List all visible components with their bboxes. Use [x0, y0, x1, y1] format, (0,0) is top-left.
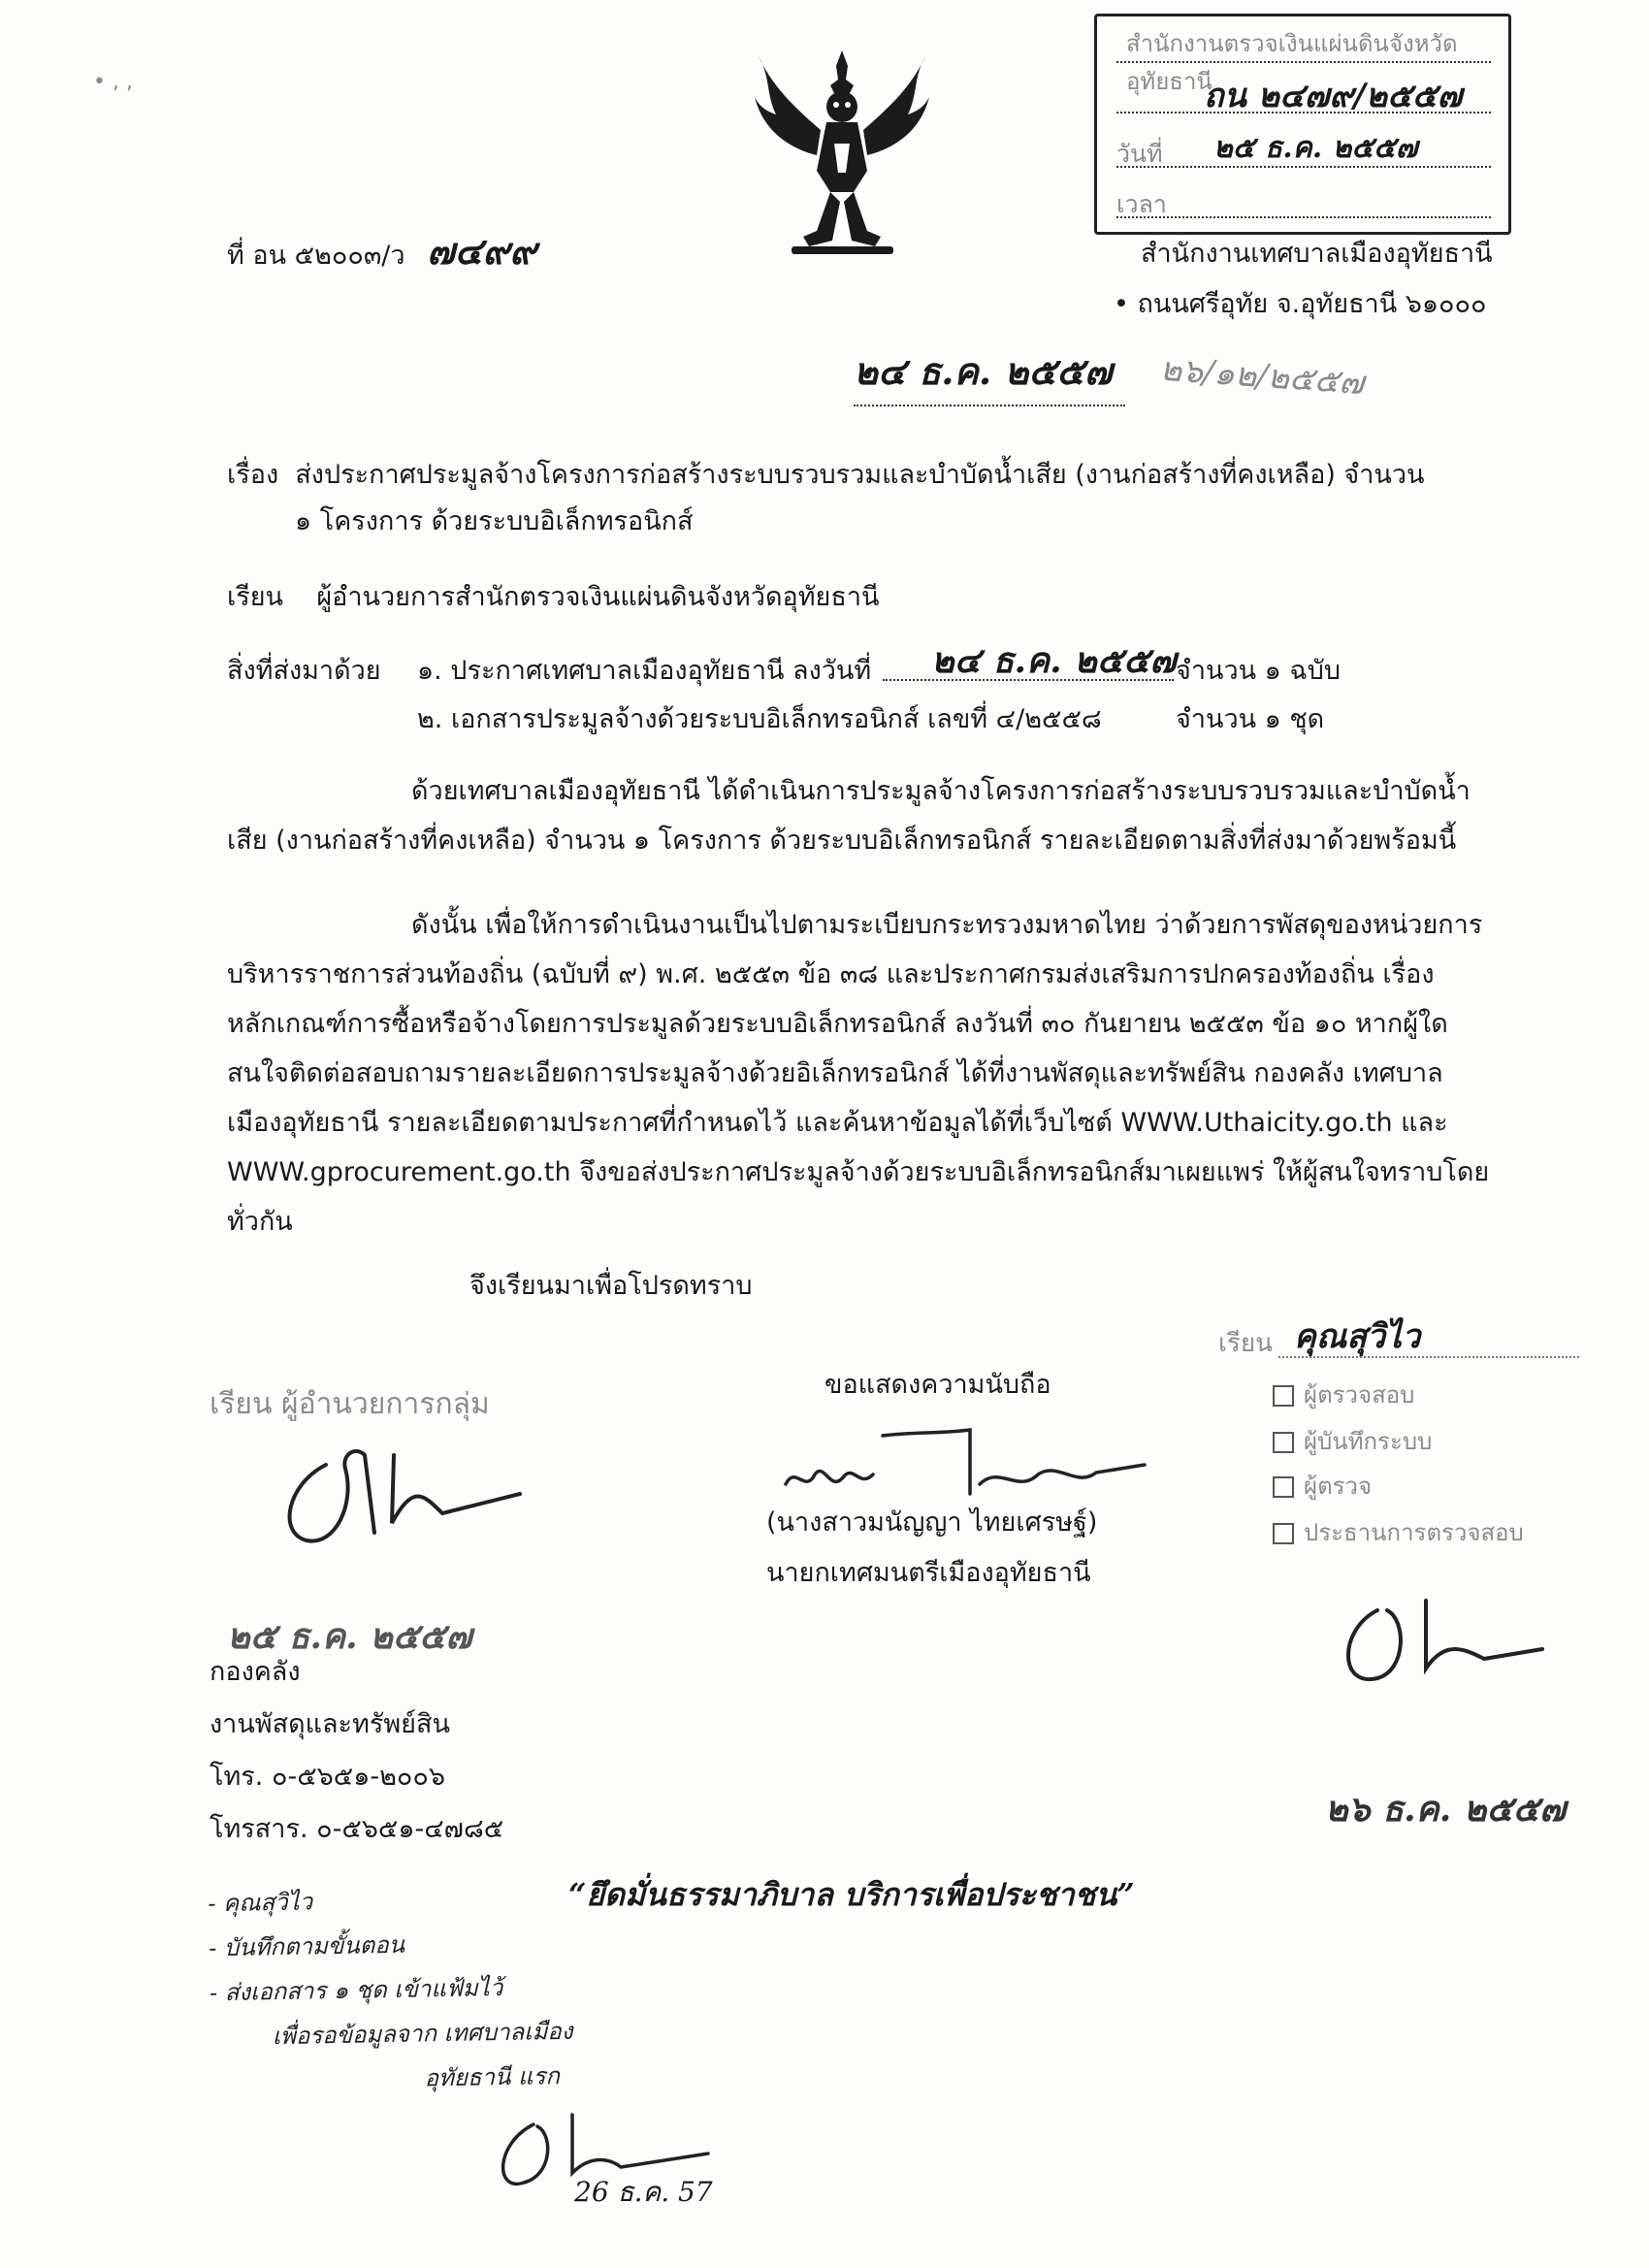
right-block-item-3: ผู้ตรวจ — [1273, 1473, 1372, 1501]
signer-signature-icon — [776, 1426, 1164, 1513]
doc-number — [227, 229, 536, 274]
paragraph-2-line-2: บริหารราชการส่วนท้องถิ่น (ฉบับที่ ๙) พ.ศ. ๒๕๕๓ ข้อ ๓๘ และประกาศกรมส่งเสริมการปกครองท้องถิ่น เรื่อง — [227, 959, 1435, 989]
left-handwritten-date: ๒๕ ธ.ค. ๒๕๕๗ — [227, 1616, 472, 1657]
bottom-handwritten-date: 26 ธ.ค. 57 — [574, 2176, 713, 2208]
regards: ขอแสดงความนับถือ — [824, 1370, 1051, 1400]
margin-handwritten-date: ๒๖/๑๒/๒๕๕๗ — [1158, 349, 1366, 404]
enclosure-label: สิ่งที่ส่งมาด้วย — [227, 656, 381, 686]
hand-note: อุทัยธานี แรก — [424, 2061, 561, 2092]
right-handwritten-date: ๒๖ ธ.ค. ๒๕๕๗ — [1325, 1789, 1567, 1830]
right-block-item-2: ผู้บันทึกระบบ — [1273, 1428, 1432, 1456]
stamp-org: สำนักงานตรวจเงินแผ่นดินจังหวัดอุทัยธานี — [1126, 30, 1458, 95]
contact-dept: กองคลัง — [210, 1657, 301, 1687]
motto: “ยึดมั่นธรรมาภิบาล บริการเพื่อประชาชน” — [568, 1876, 1135, 1913]
corner-marks: • , , — [93, 70, 133, 94]
paragraph-2-line-3: หลักเกณฑ์การซื้อหรือจ้างโดยการประมูลด้วยระบบอิเล็กทรอนิกส์ ลงวันที่ ๓๐ กันยายน ๒๕๕๓ ข้อ ๑๐ หากผู้ใด — [227, 1009, 1448, 1039]
addressee-value: ผู้อำนวยการสำนักตรวจเงินแผ่นดินจังหวัดอุทัยธานี — [316, 582, 880, 612]
office-address: • ถนนศรีอุทัย จ.อุทัยธานี ๖๑๐๐๐ — [1114, 289, 1487, 319]
paragraph-2-line-6: WWW.gprocurement.go.th จึงขอส่งประกาศประมูลจ้างด้วยระบบอิเล็กทรอนิกส์มาเผยแพร่ ให้ผู้สนใจทราบโดย — [227, 1157, 1490, 1187]
contact-unit: งานพัสดุและทรัพย์สิน — [210, 1709, 450, 1739]
closing: จึงเรียนมาเพื่อโปรดทราบ — [469, 1271, 753, 1301]
subject-line-1 — [227, 460, 1425, 491]
subject-text-1: ส่งประกาศประมูลจ้างโครงการก่อสร้างระบบรวบรวมและบำบัดน้ำเสีย (งานก่อสร้างที่คงเหลือ) จำนวน — [295, 460, 1425, 490]
enclosure-1-date: ๒๔ ธ.ค. ๒๕๕๗ — [931, 640, 1177, 681]
signer-title: นายกเทศมนตรีเมืองอุทัยธานี — [766, 1558, 1091, 1588]
left-signature-icon — [248, 1426, 530, 1571]
subject-label: เรื่อง — [227, 460, 279, 490]
stamp-time-label: เวลา — [1116, 190, 1167, 218]
doc-number-hand: ๗๔๙๙ — [427, 229, 537, 273]
enclosure-1: ๑. ประกาศเทศบาลเมืองอุทัยธานี ลงวันที่ — [417, 656, 872, 686]
addressee-label: เรียน — [227, 582, 284, 612]
receipt-stamp — [1094, 14, 1511, 235]
right-block-dotted-line — [1278, 1356, 1579, 1358]
paragraph-1-line-1: ด้วยเทศบาลเมืองอุทัยธานี ได้ดำเนินการประมูลจ้างโครงการก่อสร้างระบบรวบรวมและบำบัดน้ำ — [411, 776, 1471, 806]
office-name: สำนักงานเทศบาลเมืองอุทัยธานี — [1141, 239, 1493, 269]
paragraph-2-line-5: เมืองอุทัยธานี รายละเอียดตามประกาศที่กำหนดไว้ และค้นหาข้อมูลได้ที่เว็บไซต์ WWW.Uthaicity.go.th และ — [227, 1108, 1448, 1138]
right-block-hand-name: คุณสุวิไว — [1294, 1317, 1421, 1356]
paragraph-2-line-7: ทั่วกัน — [227, 1207, 293, 1237]
document-date: ๒๔ ธ.ค. ๒๕๕๗ — [854, 341, 1125, 406]
hand-note: - คุณสุวิไว — [208, 1888, 313, 1918]
doc-number-label: ที่ อน ๕๒๐๐๓/ว — [227, 241, 405, 271]
stamp-date-value: ๒๕ ธ.ค. ๒๕๕๗ — [1213, 131, 1418, 165]
right-signature-icon — [1319, 1581, 1552, 1698]
right-block-item-4: ประธานการตรวจสอบ — [1273, 1519, 1524, 1547]
handwritten-notes — [208, 1875, 574, 2104]
garuda-emblem-icon — [753, 47, 932, 260]
hand-note: เพื่อรอข้อมูลจาก เทศบาลเมือง — [272, 2017, 573, 2051]
subject-text-2: ๑ โครงการ ด้วยระบบอิเล็กทรอนิกส์ — [295, 506, 694, 536]
stamp-receive-no: ถน ๒๔๗๙/๒๕๕๗ — [1204, 77, 1463, 115]
right-block-label: เรียน — [1218, 1329, 1273, 1358]
enclosure-2-qty: จำนวน ๑ ชุด — [1176, 704, 1325, 734]
contact-tel: โทร. ๐-๕๖๕๑-๒๐๐๖ — [210, 1762, 445, 1792]
hand-note: - ส่งเอกสาร ๑ ชุด เข้าแฟ้มไว้ — [209, 1973, 503, 2007]
paragraph-1-line-2: เสีย (งานก่อสร้างที่คงเหลือ) จำนวน ๑ โครงการ ด้วยระบบอิเล็กทรอนิกส์ รายละเอียดตามสิ่งที่ส่งมาด้วยพร้อมนี้ — [227, 826, 1457, 856]
paragraph-2-line-1: ดังนั้น เพื่อให้การดำเนินงานเป็นไปตามระเบียบกระทรวงมหาดไทย ว่าด้วยการพัสดุของหน่วยการ — [411, 910, 1483, 940]
addressee — [227, 582, 879, 613]
left-stamp-label: เรียน ผู้อำนวยการกลุ่ม — [210, 1387, 490, 1421]
hand-note: - บันทึกตามขั้นตอน — [208, 1930, 405, 1962]
paragraph-2-line-4: สนใจติดต่อสอบถามรายละเอียดการประมูลจ้างด้วยอิเล็กทรอนิกส์ ได้ที่งานพัสดุและทรัพย์สิน กองคลัง เทศบาล — [227, 1058, 1443, 1088]
contact-fax: โทรสาร. ๐-๕๖๕๑-๔๗๘๕ — [210, 1814, 504, 1844]
enclosure-1-qty: จำนวน ๑ ฉบับ — [1176, 656, 1342, 686]
right-block-item-1: ผู้ตรวจสอบ — [1273, 1381, 1414, 1409]
enclosure-2: ๒. เอกสารประมูลจ้างด้วยระบบอิเล็กทรอนิกส์ เลขที่ ๔/๒๕๕๘ — [417, 704, 1102, 734]
signer-name: (นางสาวมนัญญา ไทยเศรษฐ์) — [766, 1507, 1098, 1538]
stamp-date-label: วันที่ — [1116, 140, 1163, 168]
